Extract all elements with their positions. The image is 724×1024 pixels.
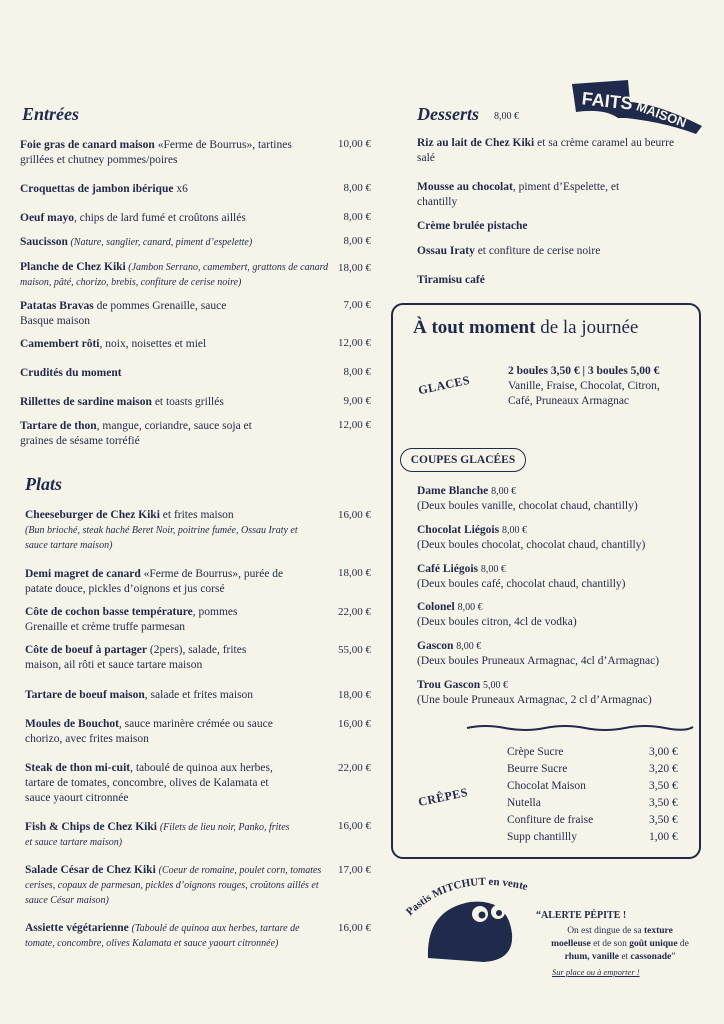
list-item: Dame Blanche 8,00 € (Deux boules vanille, chocolat chaud, chantilly) — [417, 485, 638, 512]
glaces-flavours-1: Vanille, Fraise, Chocolat, Citron, — [508, 380, 660, 392]
price: 18,00 € — [338, 567, 371, 579]
list-item: Riz au lait de Chez Kiki et sa crème caramel au beurre salé — [417, 137, 675, 164]
price: 22,00 € — [338, 762, 371, 774]
price: 55,00 € — [338, 644, 371, 656]
list-item: Supp chantillly — [507, 831, 577, 843]
price: 18,00 € — [338, 689, 371, 701]
list-item: Trou Gascon 5,00 € (Une boule Pruneaux Armagnac, 2 cl d’Armagnac) — [417, 679, 652, 706]
price: 16,00 € — [338, 509, 371, 521]
price: 16,00 € — [338, 820, 371, 832]
list-item: Colonel 8,00 € (Deux boules citron, 4cl de vodka) — [417, 601, 577, 628]
desserts-price: 8,00 € — [494, 111, 519, 122]
list-item: Salade César de Chez Kiki (Coeur de romaine, poulet corn, tomates cerises, copaux de parmesan, pickles d’oignons rouges, croûtons aillés et sauce César maison) — [25, 864, 322, 906]
price: 8,00 € — [343, 366, 371, 378]
list-item: Crème brulée pistache — [417, 220, 528, 232]
glaces-prices: 2 boules 3,50 € | 3 boules 5,00 € — [508, 365, 660, 377]
list-item: Mousse au chocolat, piment d’Espelette, et chantilly — [417, 181, 620, 208]
faits-maison-badge — [568, 78, 708, 140]
list-item: Chocolat Liégois 8,00 € (Deux boules chocolat, chocolat chaud, chantilly) — [417, 524, 646, 551]
glaces-flavours-2: Café, Pruneaux Armagnac — [508, 395, 630, 407]
list-item: Ossau Iraty et confiture de cerise noire — [417, 245, 601, 257]
pastis-alert: “ALERTE PÉPITE ! — [536, 910, 627, 921]
list-item: Crèpe Sucre — [507, 746, 564, 758]
price: 3,50 € — [649, 797, 678, 809]
list-item: Rillettes de sardine maison et toasts grillés — [20, 396, 224, 408]
list-item: Planche de Chez Kiki (Jambon Serrano, camembert, grattons de canard maison, pâté, chorizo, brebis, confiture de cerise noire) — [20, 261, 329, 288]
price: 7,00 € — [343, 299, 371, 311]
badge-line1: FAITS — [580, 88, 634, 114]
list-item: Oeuf mayo, chips de lard fumé et croûtons aillés — [20, 212, 246, 224]
list-item: Steak de thon mi-cuit, taboulé de quinoa aux herbes, tartare de tomates, concombre, olives de Kalamata et sauce yaourt citronnée — [25, 762, 273, 804]
list-item: Cheeseburger de Chez Kiki et frites maison (Bun brioché, steak haché Beret Noir, poitrine fumée, Ossau Iraty et sauce tartare maison) — [25, 509, 298, 551]
list-item: Saucisson (Nature, sanglier, canard, piment d’espelette) — [20, 236, 253, 248]
list-item: Patatas Bravas de pommes Grenaille, sauce Basque maison — [20, 300, 227, 327]
badge-line2: MAISON — [634, 98, 689, 131]
price: 3,20 € — [649, 763, 678, 775]
list-item: Foie gras de canard maison «Ferme de Bourrus», tartines grillées et chutney pommes/poires — [20, 139, 292, 166]
entrees-title: Entrées — [22, 104, 80, 124]
price: 8,00 € — [343, 182, 371, 194]
desserts-title: Desserts — [417, 104, 479, 124]
list-item: Tartare de boeuf maison, salade et frites maison — [25, 689, 254, 701]
price: 17,00 € — [338, 864, 371, 876]
price: 18,00 € — [338, 262, 371, 274]
pastis-arc-text: Pastis MITCHUT en vente — [403, 875, 529, 919]
list-item: Demi magret de canard «Ferme de Bourrus», purée de patate douce, pickles d’oignons et jus corsé — [25, 568, 284, 595]
price: 3,50 € — [649, 814, 678, 826]
price: 12,00 € — [338, 337, 371, 349]
price: 8,00 € — [343, 235, 371, 247]
glaces-label: GLACES — [417, 372, 472, 398]
pastis-script: Sur place ou à emporter ! — [552, 967, 640, 977]
list-item: Côte de boeuf à partager (2pers), salade, frites maison, ail rôti et sauce tartare maison — [25, 644, 247, 671]
pastis-text: On est dingue de sa texture moelleuse et de son goût unique de rhum, vanille et cassonade” — [551, 926, 689, 962]
list-item: Moules de Bouchot, sauce marinère crémée ou sauce chorizo, avec frites maison — [25, 718, 273, 745]
list-item: Fish & Chips de Chez Kiki (Filets de lieu noir, Panko, frites et sauce tartare maison) — [25, 821, 290, 848]
price: 16,00 € — [338, 922, 371, 934]
price: 8,00 € — [343, 211, 371, 223]
list-item: Tartare de thon, mangue, coriandre, sauce soja et graines de sésame torréfié — [20, 420, 252, 447]
list-item: Chocolat Maison — [507, 780, 586, 792]
list-item: Tiramisu café — [417, 274, 485, 286]
list-item: Nutella — [507, 797, 541, 809]
plats-title: Plats — [25, 474, 63, 494]
price: 12,00 € — [338, 419, 371, 431]
list-item: Croquettas de jambon ibérique x6 — [20, 183, 188, 195]
list-item: Gascon 8,00 € (Deux boules Pruneaux Armagnac, 4cl d’Armagnac) — [417, 640, 660, 667]
list-item: Café Liégois 8,00 € (Deux boules café, chocolat chaud, chantilly) — [417, 563, 626, 590]
pastis-price: 11€ — [410, 931, 431, 949]
price: 16,00 € — [338, 718, 371, 730]
list-item: Camembert rôti, noix, noisettes et miel — [20, 338, 207, 350]
price: 3,50 € — [649, 780, 678, 792]
list-item: Assiette végétarienne (Taboulé de quinoa aux herbes, tartare de tomate, concombre, olives Kalamata et sauce yaourt citronnée) — [25, 922, 300, 949]
pastis-mascot — [400, 868, 550, 968]
list-item: Crudités du moment — [20, 367, 122, 379]
wavy-divider — [465, 722, 695, 734]
price: 9,00 € — [343, 395, 371, 407]
list-item: Côte de cochon basse température, pommes Grenaille et crème truffe parmesan — [25, 606, 238, 633]
list-item: Beurre Sucre — [507, 763, 568, 775]
price: 3,00 € — [649, 746, 678, 758]
moment-title: À tout moment de la journée — [413, 317, 639, 338]
price: 10,00 € — [338, 138, 371, 150]
coupes-label: COUPES GLACÉES — [400, 448, 526, 472]
list-item: Confiture de fraise — [507, 814, 594, 826]
price: 1,00 € — [649, 831, 678, 843]
price: 22,00 € — [338, 606, 371, 618]
crepes-label: CRÊPES — [416, 784, 470, 810]
